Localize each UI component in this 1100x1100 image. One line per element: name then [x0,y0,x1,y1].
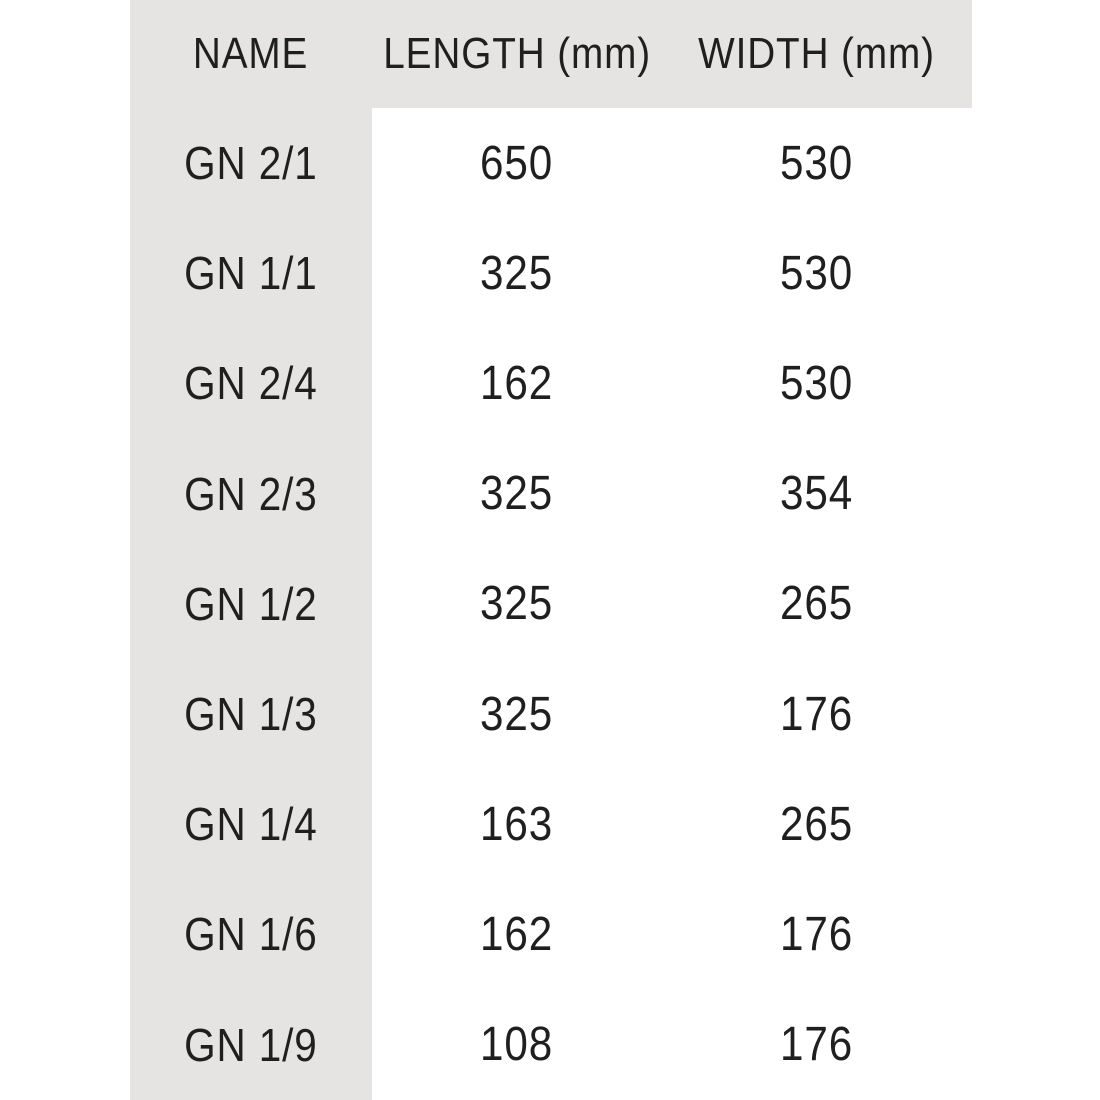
cell-length: 108 [480,1018,554,1072]
cell-length: 163 [480,797,554,851]
col-header-name-label: NAME [193,29,309,78]
cell-name: GN 1/2 [184,577,318,630]
cell-width: 265 [780,577,854,631]
cell-name: GN 1/6 [184,908,318,961]
cell-name: GN 1/3 [184,688,318,741]
cell-width: 265 [780,797,854,851]
cell-length: 325 [480,687,554,741]
cell-length: 162 [480,907,554,961]
cell-length: 162 [480,356,554,410]
col-header-width [662,0,972,108]
cell-length: 325 [480,467,554,521]
col-header-length [372,0,662,108]
cell-length: 325 [480,246,554,300]
cell-name: GN 1/9 [184,1018,318,1071]
cell-width: 176 [780,687,854,741]
col-header-length-label: LENGTH (mm) [383,29,651,78]
col-header-width-label: WIDTH (mm) [698,29,936,78]
cell-name: GN 1/4 [184,798,318,851]
cell-width: 176 [780,907,854,961]
cell-length: 325 [480,577,554,631]
col-header-name [130,0,372,108]
cell-length: 650 [480,136,554,190]
cell-width: 530 [780,246,854,300]
cell-width: 354 [780,467,854,521]
cell-width: 176 [780,1018,854,1072]
cell-width: 530 [780,136,854,190]
cell-name: GN 2/3 [184,467,318,520]
cell-name: GN 2/4 [184,357,318,410]
cell-name: GN 1/1 [184,247,318,300]
cell-width: 530 [780,356,854,410]
cell-name: GN 2/1 [184,137,318,190]
